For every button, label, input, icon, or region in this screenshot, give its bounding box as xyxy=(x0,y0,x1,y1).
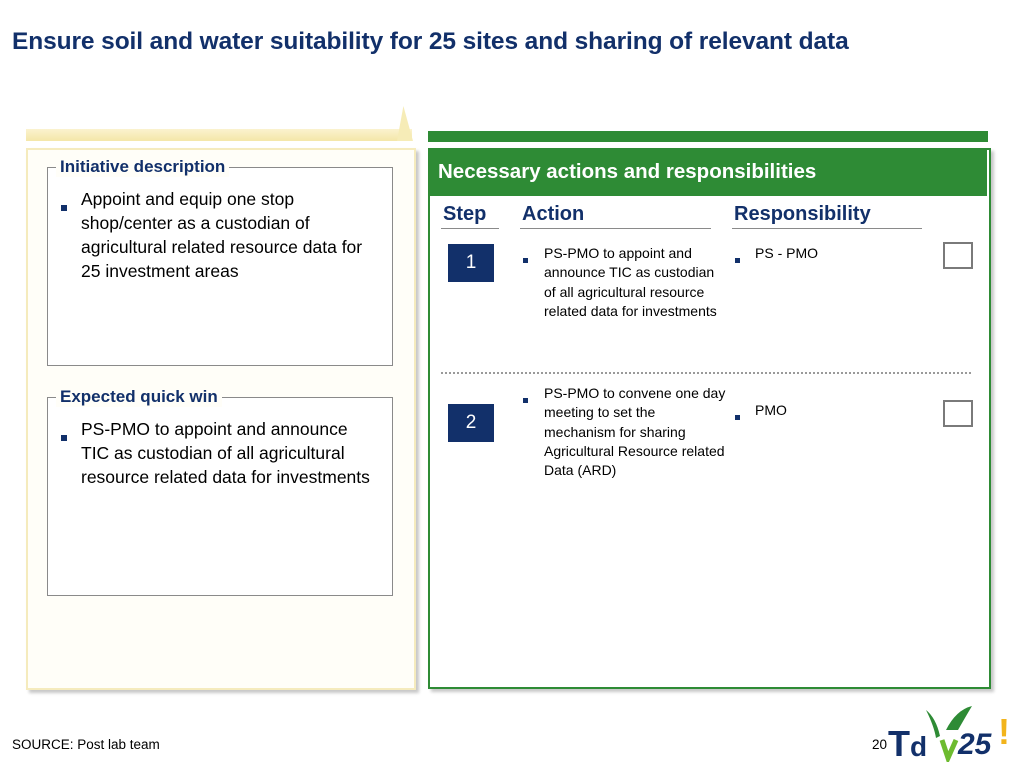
action-bullet-marker xyxy=(523,250,528,268)
initiative-bullet-marker xyxy=(61,198,67,216)
action-bullet-marker xyxy=(523,390,528,408)
svg-text:T: T xyxy=(888,723,910,762)
responsibility-bullet-marker xyxy=(735,407,740,425)
svg-text:!: ! xyxy=(998,711,1010,752)
responsibility-text: PMO xyxy=(755,402,787,418)
column-header-step: Step xyxy=(443,203,487,225)
column-rule-step xyxy=(441,228,499,229)
tdv25-logo xyxy=(886,700,1018,762)
row-2-checkbox[interactable] xyxy=(943,400,973,427)
responsibility-bullet-marker xyxy=(735,250,740,268)
initiative-label: Initiative description xyxy=(56,157,229,177)
actions-header-title: Necessary actions and responsibilities xyxy=(438,160,817,183)
action-text: PS-PMO to appoint and announce TIC as custodian of all agricultural resource related data for investments xyxy=(544,245,717,319)
column-rule-action xyxy=(520,228,711,229)
page-title: Ensure soil and water suitability for 25 sites and sharing of relevant data xyxy=(12,28,849,55)
row-divider xyxy=(441,372,971,374)
quick-win-bullet-text: PS-PMO to appoint and announce TIC as custodian of all agricultural resource related data for investments xyxy=(81,419,370,487)
source-note: SOURCE: Post lab team xyxy=(12,737,160,752)
initiative-bullet-text: Appoint and equip one stop shop/center as a custodian of agricultural related resource data for 25 investment areas xyxy=(81,189,363,281)
column-rule-responsibility xyxy=(732,228,922,229)
page-number: 20 xyxy=(872,737,888,752)
left-panel-tab xyxy=(26,129,412,141)
step-number-badge: 1 xyxy=(448,244,494,282)
action-text: PS-PMO to convene one day meeting to set the mechanism for sharing Agricultural Resource related Data (ARD) xyxy=(544,385,726,479)
column-header-action: Action xyxy=(522,203,585,225)
quick-win-label: Expected quick win xyxy=(56,387,222,407)
quick-win-bullet-marker xyxy=(61,428,67,446)
svg-text:d: d xyxy=(910,731,928,762)
responsibility-text: PS - PMO xyxy=(755,245,819,261)
left-panel-tab-arrow xyxy=(397,106,413,141)
right-panel-tab xyxy=(428,131,988,142)
column-header-responsibility: Responsibility xyxy=(734,203,871,225)
step-number-badge: 2 xyxy=(448,404,494,442)
svg-text:25: 25 xyxy=(958,728,992,761)
row-1-checkbox[interactable] xyxy=(943,242,973,269)
